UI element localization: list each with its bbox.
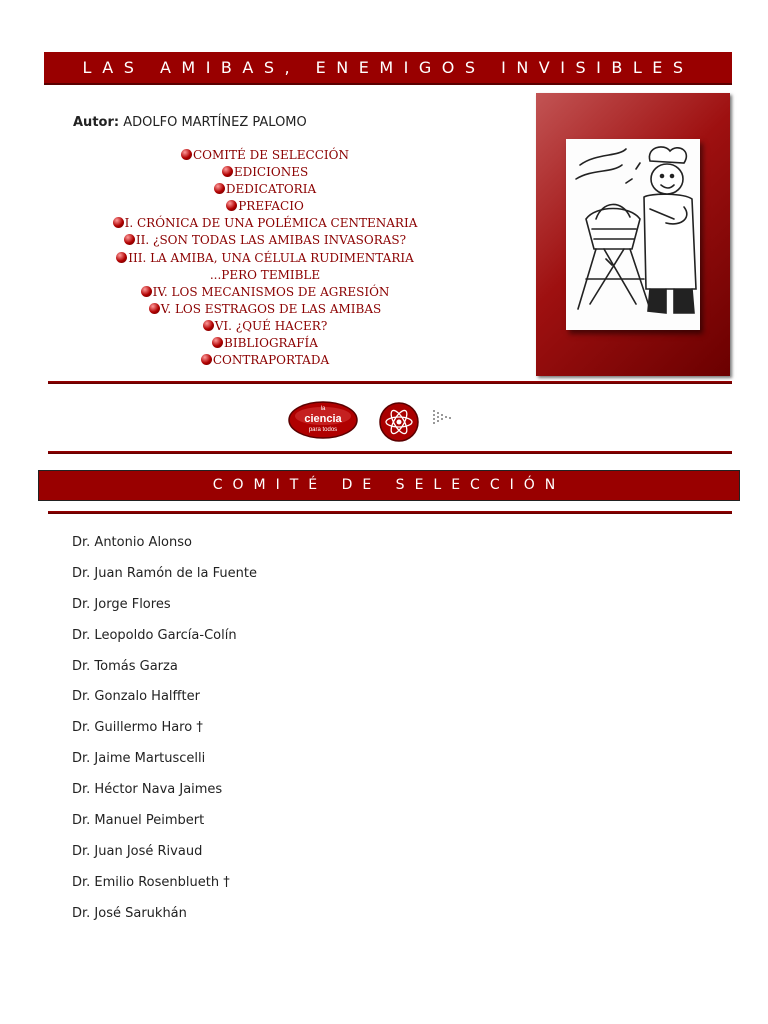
toc-item[interactable] <box>100 335 430 352</box>
toc-item-label: IV. LOS MECANISMOS DE AGRESIÓN <box>152 284 390 299</box>
red-bullet-icon <box>226 200 237 211</box>
toc-item-label: ...PERO TEMIBLE <box>209 267 321 282</box>
cook-illustration <box>566 139 700 330</box>
committee-member: Dr. Juan Ramón de la Fuente <box>72 565 257 581</box>
logo-text-main: ciencia <box>304 413 342 425</box>
red-bullet-icon <box>212 337 223 348</box>
red-bullet-icon <box>116 252 127 263</box>
author-name: ADOLFO MARTÍNEZ PALOMO <box>123 115 307 130</box>
toc-item-label: V. LOS ESTRAGOS DE LAS AMIBAS <box>160 301 382 316</box>
logo-text-sub: para todos <box>308 427 338 433</box>
toc-item-label: BIBLIOGRAFÍA <box>224 336 318 351</box>
atom-home-link[interactable] <box>379 402 419 442</box>
divider-middle <box>48 451 732 454</box>
author-label: Autor: <box>73 115 120 130</box>
toc-item[interactable] <box>100 352 430 369</box>
committee-member: Dr. Jaime Martuscelli <box>72 751 206 767</box>
red-bullet-icon <box>181 149 192 160</box>
title-banner <box>44 52 732 85</box>
red-bullet-icon <box>203 320 214 331</box>
toc-item[interactable] <box>100 284 430 301</box>
toc-item-label: III. LA AMIBA, UNA CÉLULA RUDIMENTARIA <box>128 250 414 265</box>
committee-member: Dr. Gonzalo Halffter <box>72 689 200 705</box>
committee-member: Dr. Guillermo Haro † <box>72 720 203 736</box>
toc-item-label: I. CRÓNICA DE UNA POLÉMICA CENTENARIA <box>124 216 418 231</box>
toc-item[interactable] <box>100 250 430 267</box>
toc-item[interactable] <box>100 232 430 249</box>
toc-item[interactable] <box>100 267 430 284</box>
toc-item[interactable] <box>100 318 430 335</box>
cook-drawing-icon <box>566 139 700 330</box>
committee-member: Dr. Tomás Garza <box>72 658 178 674</box>
toc-item-label: CONTRAPORTADA <box>212 353 330 368</box>
next-arrow-icon <box>431 408 455 428</box>
committee-member: Dr. Manuel Peimbert <box>72 813 205 829</box>
divider-top <box>48 381 732 384</box>
toc-item-label: VI. ¿QUÉ HACER? <box>214 318 328 333</box>
book-title: LAS AMIBAS, ENEMIGOS INVISIBLES <box>82 58 694 77</box>
committee-member: Dr. Antonio Alonso <box>72 535 192 550</box>
divider-section <box>48 511 732 514</box>
red-bullet-icon <box>222 166 233 177</box>
toc-item[interactable] <box>100 147 430 164</box>
table-of-contents <box>100 147 430 369</box>
next-page-link[interactable] <box>431 408 455 428</box>
toc-item[interactable] <box>100 301 430 318</box>
committee-member: Dr. Leopoldo García-Colín <box>72 627 237 643</box>
toc-item-label: PREFACIO <box>238 199 304 214</box>
ciencia-logo-link[interactable] <box>288 400 358 440</box>
red-bullet-icon <box>113 217 124 228</box>
red-bullet-icon <box>201 354 212 365</box>
ciencia-logo-icon <box>288 400 358 440</box>
red-bullet-icon <box>149 303 160 314</box>
atom-icon <box>379 402 419 442</box>
logo-text-top: la <box>320 406 326 412</box>
section-banner <box>38 470 740 501</box>
cover-illustration-frame <box>536 93 730 376</box>
toc-item-label: EDICIONES <box>233 165 309 180</box>
committee-member: Dr. Juan José Rivaud <box>72 843 203 859</box>
committee-list <box>72 533 257 935</box>
red-bullet-icon <box>124 234 135 245</box>
toc-item[interactable] <box>100 198 430 215</box>
committee-member: Dr. Emilio Rosenblueth † <box>72 874 230 890</box>
toc-item-label: DEDICATORIA <box>225 182 317 197</box>
toc-item-label: II. ¿SON TODAS LAS AMIBAS INVASORAS? <box>135 233 407 248</box>
committee-member: Dr. José Sarukhán <box>72 905 187 921</box>
red-bullet-icon <box>214 183 225 194</box>
toc-item[interactable] <box>100 215 430 232</box>
author-line <box>73 115 307 130</box>
toc-item[interactable] <box>100 164 430 181</box>
committee-member: Dr. Jorge Flores <box>72 596 171 612</box>
toc-item[interactable] <box>100 181 430 198</box>
section-title: COMITÉ DE SELECCIÓN <box>212 477 566 493</box>
toc-item-label: COMITÉ DE SELECCIÓN <box>193 148 349 162</box>
red-bullet-icon <box>141 286 152 297</box>
committee-member: Dr. Héctor Nava Jaimes <box>72 782 223 798</box>
